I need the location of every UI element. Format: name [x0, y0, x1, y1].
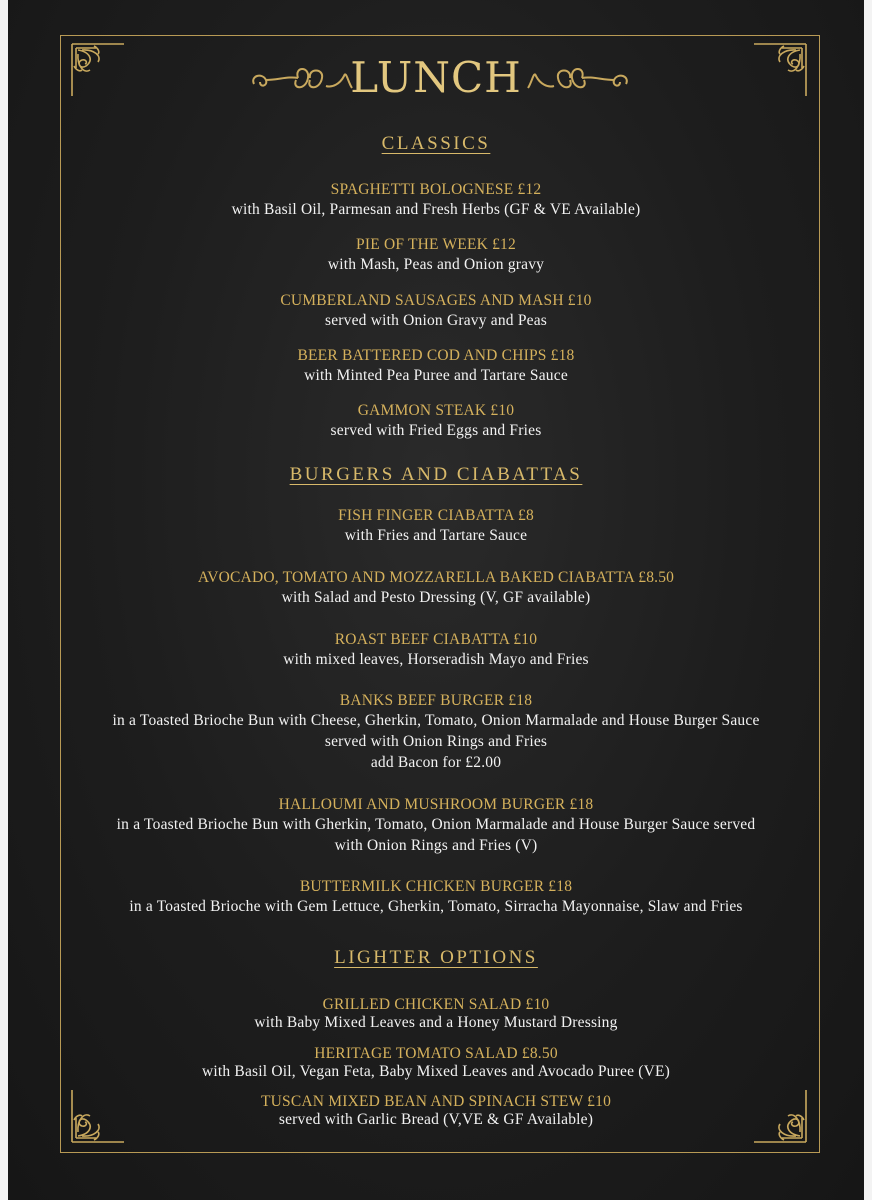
menu-item	[0, 401, 872, 441]
item-description: add Bacon for £2.00	[370, 754, 502, 771]
menu-item	[0, 180, 872, 220]
menu-item	[0, 1092, 872, 1128]
menu-item	[0, 346, 872, 386]
section-heading-lighter: LIGHTER OPTIONS	[334, 947, 538, 968]
item-name: HERITAGE TOMATO SALAD £8.50	[314, 1045, 558, 1062]
item-description: with Basil Oil, Vegan Feta, Baby Mixed Leaves and Avocado Puree (VE)	[201, 1063, 671, 1080]
item-description: with Fries and Tartare Sauce	[344, 527, 528, 544]
item-description: served with Onion Rings and Fries	[324, 733, 548, 750]
item-description: with mixed leaves, Horseradish Mayo and Fries	[283, 651, 589, 668]
item-description: in a Toasted Brioche Bun with Cheese, Gherkin, Tomato, Onion Marmalade and House Burger Sauce	[112, 712, 760, 729]
item-description: served with Garlic Bread (V,VE & GF Available)	[278, 1111, 594, 1128]
section-heading-burgers: BURGERS AND CIABATTAS	[289, 464, 583, 485]
item-name: BUTTERMILK CHICKEN BURGER £18	[299, 878, 573, 895]
menu-item	[0, 1044, 872, 1080]
title-row	[0, 50, 872, 106]
item-description: with Mash, Peas and Onion gravy	[327, 256, 545, 273]
menu-item	[0, 995, 872, 1031]
item-description: with Onion Rings and Fries (V)	[334, 837, 538, 854]
item-name: TUSCAN MIXED BEAN AND SPINACH STEW £10	[260, 1093, 612, 1110]
item-description: in a Toasted Brioche with Gem Lettuce, Gherkin, Tomato, Sirracha Mayonnaise, Slaw and Fries	[129, 898, 743, 915]
item-name: ROAST BEEF CIABATTA £10	[334, 631, 538, 648]
page-title: LUNCH	[350, 53, 522, 102]
item-name: CUMBERLAND SAUSAGES AND MASH £10	[280, 292, 592, 309]
item-name: FISH FINGER CIABATTA £8	[338, 507, 534, 524]
item-description: served with Onion Gravy and Peas	[324, 312, 548, 329]
item-name: AVOCADO, TOMATO AND MOZZARELLA BAKED CIABATTA £8.50	[197, 569, 675, 586]
menu-item	[0, 877, 872, 917]
item-name: SPAGHETTI BOLOGNESE £12	[330, 181, 542, 198]
item-name: GAMMON STEAK £10	[357, 402, 515, 419]
item-description: with Salad and Pesto Dressing (V, GF available)	[281, 589, 591, 606]
item-name: PIE OF THE WEEK £12	[356, 236, 516, 253]
item-name: BANKS BEEF BURGER £18	[339, 692, 533, 709]
item-description: with Basil Oil, Parmesan and Fresh Herbs (GF & VE Available)	[231, 201, 641, 218]
menu-item	[0, 568, 872, 608]
menu-item	[0, 691, 872, 773]
menu-item	[0, 630, 872, 670]
item-description: with Minted Pea Puree and Tartare Sauce	[304, 367, 568, 384]
menu-item	[0, 506, 872, 546]
item-description: served with Fried Eggs and Fries	[330, 422, 542, 439]
item-name: HALLOUMI AND MUSHROOM BURGER £18	[278, 796, 594, 813]
menu-item	[0, 795, 872, 856]
menu-item	[0, 291, 872, 331]
item-name: GRILLED CHICKEN SALAD £10	[322, 996, 550, 1013]
item-name: BEER BATTERED COD AND CHIPS £18	[297, 347, 575, 364]
item-description: in a Toasted Brioche Bun with Gherkin, Tomato, Onion Marmalade and House Burger Sauce served	[116, 816, 756, 833]
flourish-icon	[522, 62, 632, 96]
section-heading-classics: CLASSICS	[381, 133, 491, 154]
item-description: with Baby Mixed Leaves and a Honey Mustard Dressing	[254, 1014, 618, 1031]
menu-item	[0, 235, 872, 275]
